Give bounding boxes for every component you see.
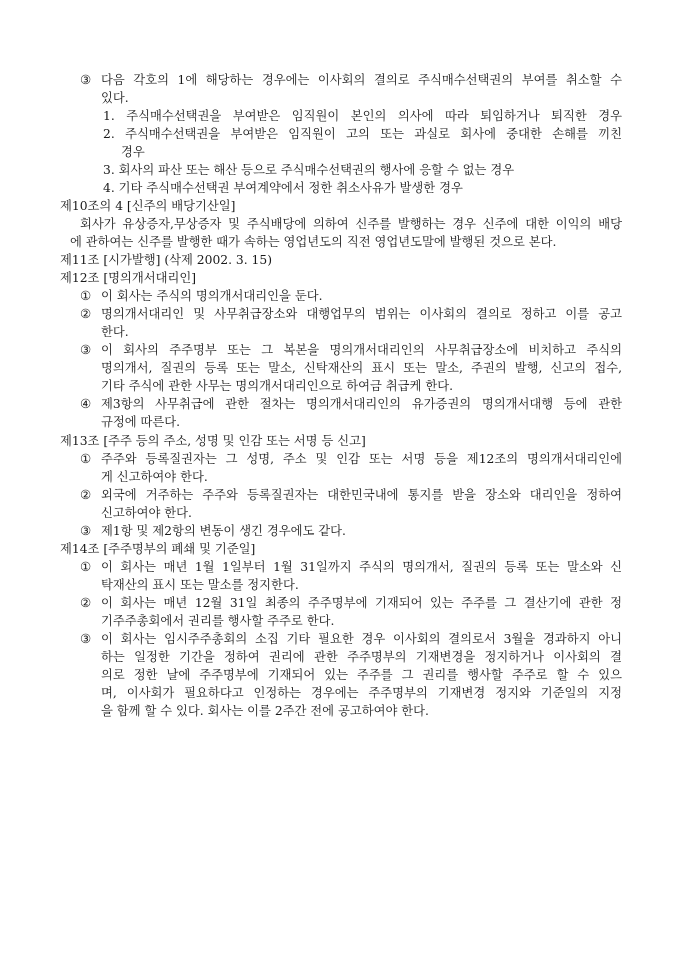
text-line: 을 함께 할 수 있다. 회사는 이를 2주간 전에 공고하여야 한다. bbox=[101, 704, 429, 719]
text-line: 명의개서, 질권의 등록 또는 말소, 신탁재산의 표시 또는 말소, 주권의 발행, 신고의 접수, bbox=[101, 361, 622, 376]
clause-number-marker: ② bbox=[80, 595, 92, 610]
text-line: 이 회사는 매년 1월 1일부터 1월 31일까지 주식의 명의개서, 질권의 등록 또는 말소와 신 bbox=[101, 559, 622, 574]
text-line: 기주주총회에서 권리를 행사할 주주로 한다. bbox=[101, 614, 335, 628]
article-heading: 제14조 [주주명부의 폐쇄 및 기준일] bbox=[60, 541, 256, 556]
text-line: 제1항 및 제2항의 변동이 생긴 경우에도 같다. bbox=[101, 523, 346, 538]
text-line: 주주와 등록질권자는 그 성명, 주소 및 인감 또는 서명 등을 제12조의 명의개서대리인에 bbox=[101, 451, 622, 466]
clause-number-marker: ① bbox=[80, 559, 92, 574]
article-heading: 제10조의 4 [신주의 배당기산일] bbox=[60, 198, 236, 213]
text-line: 2. 주식매수선택권을 부여받은 임직원이 고의 또는 과실로 회사에 중대한 손해를 끼친 bbox=[103, 126, 622, 141]
text-line: 이 회사의 주주명부 또는 그 복본을 명의개서대리인의 사무취급장소에 비치하고 주식의 bbox=[101, 343, 622, 358]
text-line: 며, 이사회가 필요하다고 인정하는 경우에는 주주명부의 기재변경 정지와 기준일의 지정 bbox=[101, 686, 622, 701]
clause-number-marker: ① bbox=[80, 289, 92, 304]
text-line: 4. 기타 주식매수선택권 부여계약에서 정한 취소사유가 발생한 경우 bbox=[103, 180, 463, 195]
text-line: 이 회사는 주식의 명의개서대리인을 둔다. bbox=[101, 289, 323, 304]
article-heading: 제12조 [명의개서대리인] bbox=[60, 271, 197, 286]
clause-number-marker: ③ bbox=[80, 632, 92, 647]
text-line: 신고하여야 한다. bbox=[101, 505, 192, 520]
text-line: 규정에 따른다. bbox=[101, 415, 181, 430]
text-line: 1. 주식매수선택권을 부여받은 임직원이 본인의 의사에 따라 퇴임하거나 퇴직한 경우 bbox=[103, 108, 622, 123]
text-line: 외국에 거주하는 주주와 등록질권자는 대한민국내에 통지를 받을 장소와 대리인을 정하여 bbox=[101, 487, 622, 502]
text-line: 이 회사는 임시주주총회의 소집 기타 필요한 경우 이사회의 결의로서 3월을 경과하지 아니 bbox=[101, 632, 622, 647]
text-line: 명의개서대리인 및 사무취급장소와 대행업무의 범위는 이사회의 결의로 정하고 이를 공고 bbox=[101, 307, 622, 322]
text-line: 다음 각호의 1에 해당하는 경우에는 이사회의 결의로 주식매수선택권의 부여를 취소할 수 bbox=[101, 72, 622, 87]
text-line: 탁재산의 표시 또는 말소를 정지한다. bbox=[101, 577, 299, 592]
text-line: 있다. bbox=[101, 90, 129, 105]
article-heading: 제11조 [시가발행] (삭제 2002. 3. 15) bbox=[60, 253, 272, 267]
clause-number-marker: ④ bbox=[80, 397, 92, 412]
text-line: 기타 주식에 관한 사무는 명의개서대리인으로 하여금 취급케 한다. bbox=[101, 379, 453, 394]
text-line: 하는 일정한 기간을 정하여 권리에 관한 주주명부의 기재변경을 정지하거나 이사회의 결 bbox=[101, 650, 622, 665]
text-line: 이 회사는 매년 12월 31일 최종의 주주명부에 기재되어 있는 주주를 그 결산기에 관한 정 bbox=[101, 595, 622, 610]
text-line: 의로 정한 날에 주주명부에 기재되어 있는 주주를 그 권리를 행사할 주주로 할 수 있으 bbox=[101, 668, 622, 683]
text-line: 게 신고하여야 한다. bbox=[101, 469, 208, 484]
text-line: 경우 bbox=[121, 144, 145, 159]
article-heading: 제13조 [주주 등의 주소, 성명 및 인감 또는 서명 등 신고] bbox=[60, 433, 366, 448]
clause-number-marker: ② bbox=[80, 487, 92, 502]
clause-number-marker: ③ bbox=[80, 523, 92, 538]
text-line: 3. 회사의 파산 또는 해산 등으로 주식매수선택권의 행사에 응할 수 없는 경우 bbox=[103, 162, 515, 177]
text-line: 한다. bbox=[101, 325, 129, 340]
text-line: 제3항의 사무취급에 관한 절차는 명의개서대리인의 유가증권의 명의개서대행 등에 관한 bbox=[101, 397, 622, 412]
clause-number-marker: ② bbox=[80, 307, 92, 322]
text-line: 에 관하여는 신주를 발행한 때가 속하는 영업년도의 직전 영업년도말에 발행된 것으로 본다. bbox=[70, 234, 557, 249]
text-line: 회사가 유상증자,무상증자 및 주식배당에 의하여 신주를 발행하는 경우 신주에 대한 이익의 배당 bbox=[80, 216, 622, 231]
clause-number-marker: ③ bbox=[80, 343, 92, 358]
clause-number-marker: ③ bbox=[80, 72, 92, 87]
clause-number-marker: ① bbox=[80, 451, 92, 466]
